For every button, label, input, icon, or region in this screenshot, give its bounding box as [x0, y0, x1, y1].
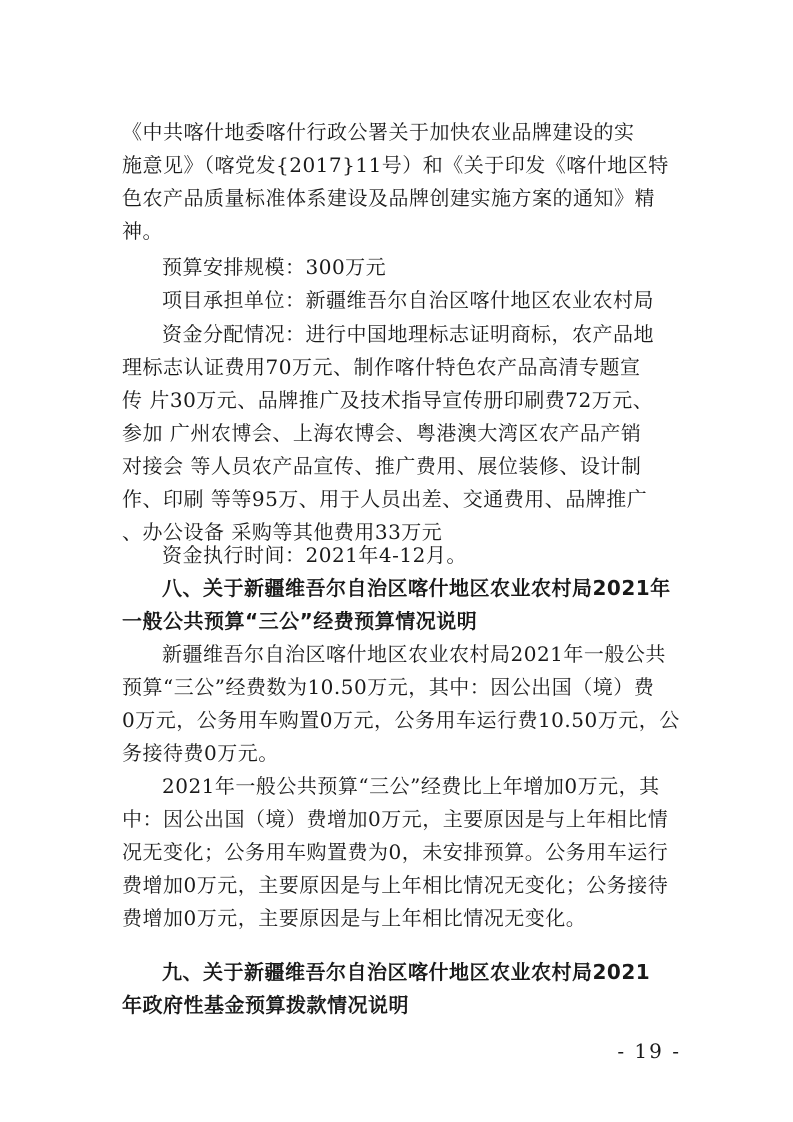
text-line: 《中共喀什地委喀什行政公署关于加快农业品牌建设的实	[122, 120, 635, 144]
text-line: 、办公设备 采购等其他费用33万元	[122, 520, 443, 544]
undertaking-unit: 项目承担单位：新疆维吾尔自治区喀什地区农业农村局	[162, 288, 654, 312]
text-line: 施意见》（喀党发{2017}11号）和《关于印发《喀什地区特	[122, 153, 669, 177]
text-line: 资金分配情况：进行中国地理标志证明商标，农产品地	[162, 322, 654, 346]
text-line: 务接待费0万元。	[122, 741, 279, 765]
text-line: 理标志认证费用70万元、制作喀什特色农产品高清专题宣	[122, 355, 641, 379]
section-heading: 八、关于新疆维吾尔自治区喀什地区农业农村局2021年	[162, 576, 671, 600]
section-heading: 九、关于新疆维吾尔自治区喀什地区农业农村局2021	[162, 960, 651, 984]
text-line: 中：因公出国（境）费增加0万元，主要原因是与上年相比情	[122, 807, 669, 831]
text-line: 对接会 等人员农产品宣传、推广费用、展位装修、设计制	[122, 454, 642, 478]
text-line: 传 片30万元、品牌推广及技术指导宣传册印刷费72万元、	[122, 388, 654, 412]
execution-time: 资金执行时间：2021年4-12月。	[162, 543, 467, 567]
text-line: 新疆维吾尔自治区喀什地区农业农村局2021年一般公共	[162, 642, 666, 666]
text-line: 2021年一般公共预算“三公”经费比上年增加0万元，其	[162, 774, 660, 798]
text-line: 参加 广州农博会、上海农博会、粤港澳大湾区农产品产销	[122, 421, 642, 445]
text-line: 0万元，公务用车购置0万元，公务用车运行费10.50万元，公	[122, 708, 680, 732]
text-line: 作、印刷 等等95万、用于人员出差、交通费用、品牌推广	[122, 487, 648, 511]
budget-scale: 预算安排规模：300万元	[162, 255, 387, 279]
section-heading: 一般公共预算“三公”经费预算情况说明	[122, 609, 478, 633]
text-line: 色农产品质量标准体系建设及品牌创建实施方案的通知》精	[122, 186, 655, 210]
text-line: 费增加0万元，主要原因是与上年相比情况无变化；公务接待	[122, 873, 669, 897]
section-heading: 年政府性基金预算拨款情况说明	[122, 993, 409, 1017]
text-line: 况无变化；公务用车购置费为0，未安排预算。公务用车运行	[122, 840, 669, 864]
text-line: 费增加0万元，主要原因是与上年相比情况无变化。	[122, 906, 587, 930]
text-line: 预算“三公”经费数为10.50万元，其中：因公出国（境）费	[122, 675, 655, 699]
text-line: 神。	[122, 219, 163, 243]
page-number: - 19 -	[617, 1039, 681, 1063]
